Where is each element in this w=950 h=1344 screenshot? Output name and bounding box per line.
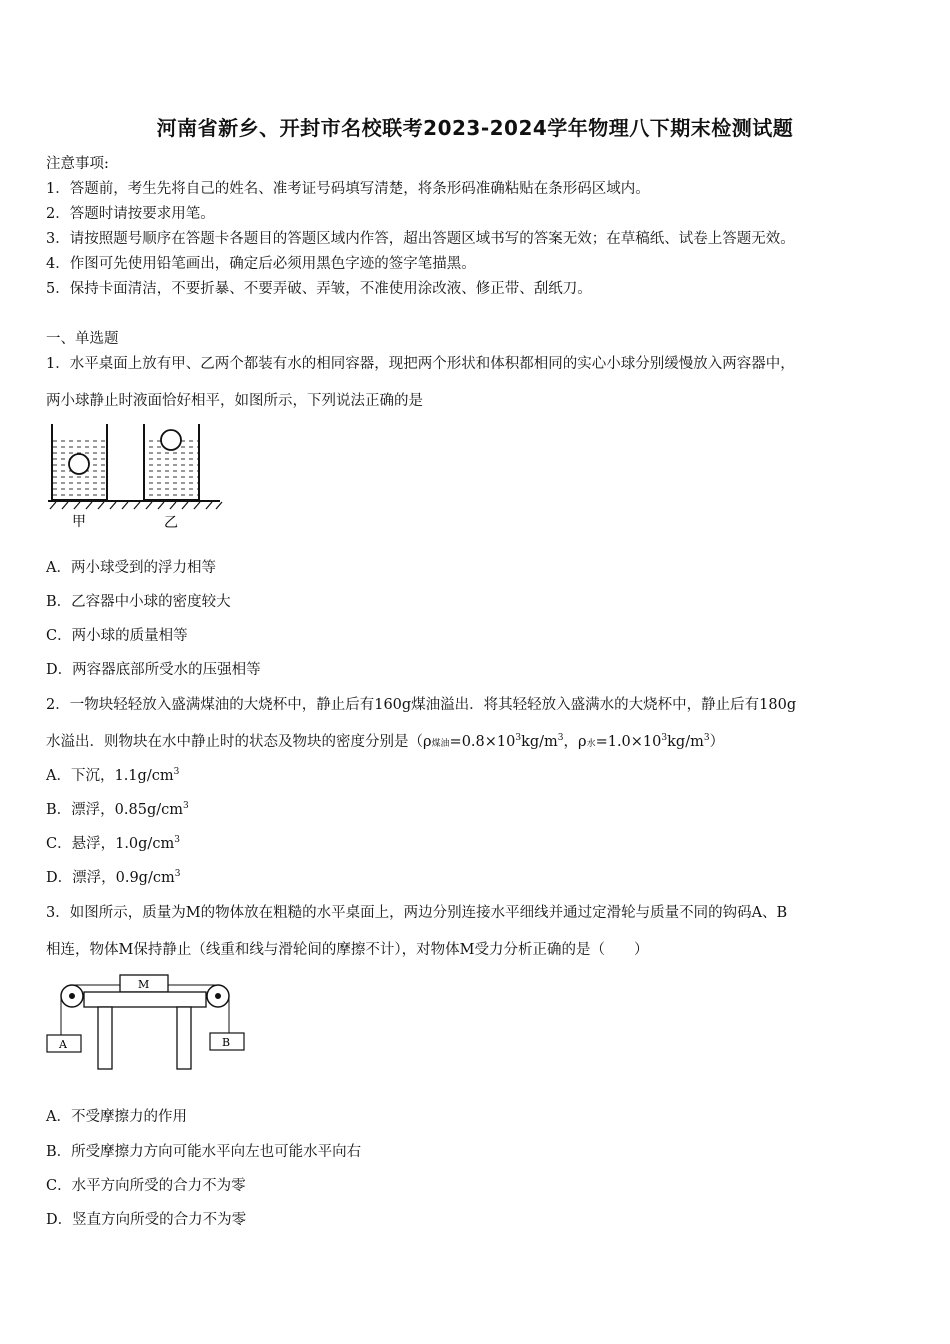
notice-item: 3．请按照题号顺序在答题卡各题目的答题区域内作答，超出答题区域书写的答案无效；在草稿纸、试卷上答题无效。 [46,231,795,247]
table-leg-right [177,1007,191,1069]
ball-yi [161,430,181,450]
q1-stem-line2: 两小球静止时液面恰好相平，如图所示，下列说法正确的是 [46,393,423,409]
q1-containers-figure [44,420,229,532]
q3-stem-line2: 相连，物体M保持静止（线重和线与滑轮间的摩擦不计），对物体M受力分析正确的是（ ） [46,942,649,958]
q2-option-a: A．下沉，$1.1g/cm^3$ [46,767,180,784]
table-top [84,992,206,1007]
q1-stem-line1: 1．水平桌面上放有甲、乙两个都装有水的相同容器，现把两个形状和体积都相同的实心小球分别缓慢放入两容器中， [46,356,795,372]
weight-b-label: B [222,1036,231,1049]
q2-stem-line2: 水溢出．则物块在水中静止时的状态及物块的密度分别是（ρ煤油$=0.8\times 10^3kg/m^3$，ρ水$=1.0\times 10^3kg/m^3$） [46,733,725,750]
q1-option-a: A．两小球受到的浮力相等 [46,560,216,576]
q3-option-b: B．所受摩擦力方向可能水平向左也可能水平向右 [46,1144,362,1160]
q2-option-b: B．漂浮，$0.85g/cm^3$ [46,801,189,818]
q3-option-c: C．水平方向所受的合力不为零 [46,1178,246,1194]
notice-heading: 注意事项: [46,156,109,172]
q1-option-d: D．两容器底部所受水的压强相等 [46,662,261,678]
q2-option-c: C．悬浮，$1.0g/cm^3$ [46,835,180,852]
q3-option-a: A．不受摩擦力的作用 [46,1109,187,1125]
pulley-right-axle [215,993,221,999]
table-hatching [50,502,222,509]
q2-stem-line1: 2．一物块轻轻放入盛满煤油的大烧杯中，静止后有160g煤油溢出．将其轻轻放入盛满水的大烧杯中，静止后有180g [46,697,797,713]
notice-item: 1．答题前，考生先将自己的姓名、准考证号码填写清楚，将条形码准确粘贴在条形码区域内。 [46,181,650,197]
q3-pulley-figure [42,968,247,1074]
label-jia: 甲 [72,514,86,530]
notice-item: 5．保持卡面清洁，不要折暴、不要弄破、弄皱，不准使用涂改液、修正带、刮纸刀。 [46,281,592,297]
weight-a-label: A [59,1038,67,1051]
q2-option-d: D．漂浮，$0.9g/cm^3$ [46,869,181,886]
pulley-left-axle [69,993,75,999]
q3-option-d: D．竖直方向所受的合力不为零 [46,1212,247,1228]
ball-jia [69,454,89,474]
page-title: 河南省新乡、开封市名校联考2023-2024学年物理八下期末检测试题 [156,116,794,140]
table-leg-left [98,1007,112,1069]
block-m-label: M [138,978,150,991]
q1-option-b: B．乙容器中小球的密度较大 [46,594,231,610]
notice-item: 4．作图可先使用铅笔画出，确定后必须用黑色字迹的签字笔描黑。 [46,256,476,272]
label-yi: 乙 [164,515,178,531]
section-heading: 一、单选题 [46,331,119,347]
notice-item: 2．答题时请按要求用笔。 [46,206,215,222]
q1-option-c: C．两小球的质量相等 [46,628,188,644]
q3-stem-line1: 3．如图所示，质量为M的物体放在粗糙的水平桌面上，两边分别连接水平细线并通过定滑轮与质量不同的钩码A、B [46,905,788,921]
